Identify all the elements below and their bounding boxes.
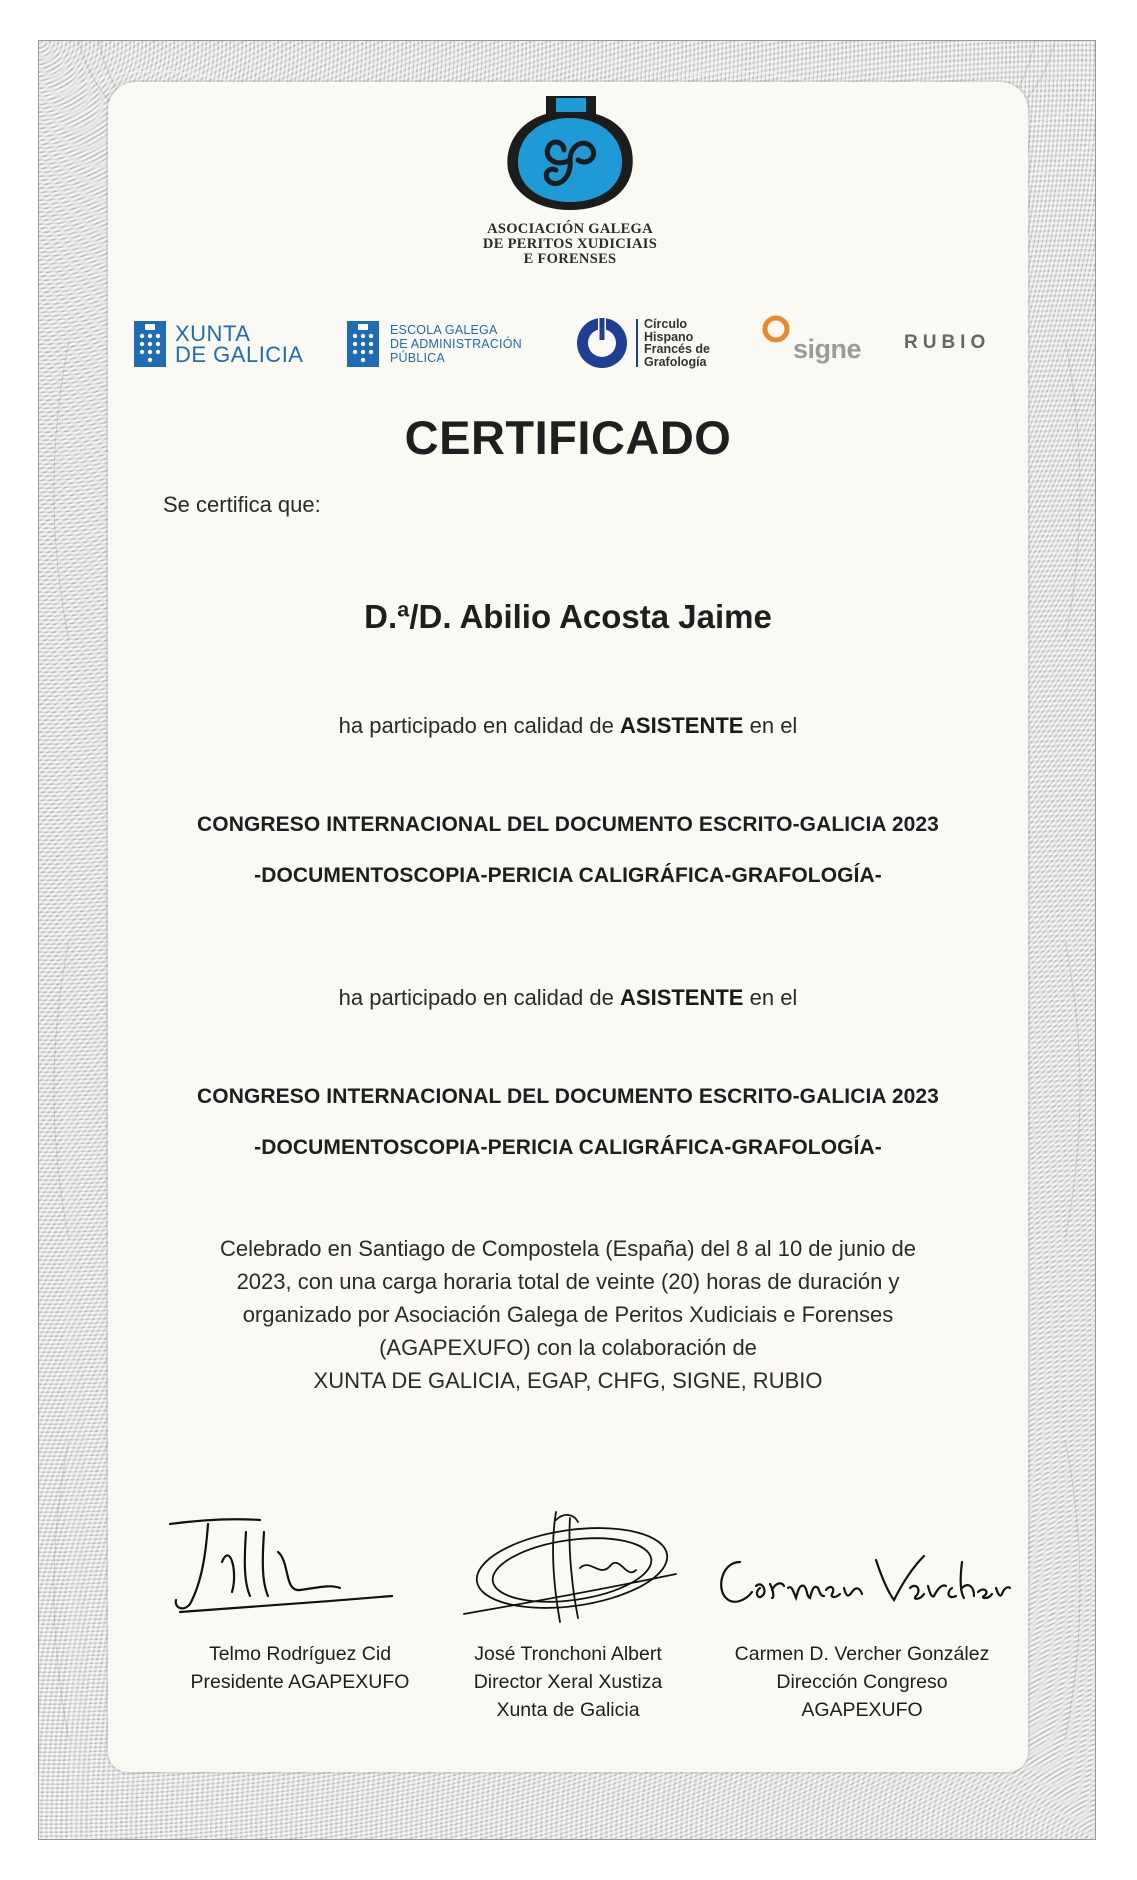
congress-title: CONGRESO INTERNACIONAL DEL DOCUMENTO ESCRITO-GALICIA 2023 xyxy=(197,1085,939,1108)
signe-ring-icon xyxy=(761,314,791,344)
congress-subtitle: -DOCUMENTOSCOPIA-PERICIA CALIGRÁFICA-GRAFOLOGÍA- xyxy=(254,864,882,887)
participation-line: ha participado en calidad de ASISTENTE en el xyxy=(338,713,798,738)
signature-telmo xyxy=(160,1512,400,1622)
event-details: Celebrado en Santiago de Compostela (España) del 8 al 10 de junio de 2023, con una carga horaria total de veinte (20) horas de duración y organizado por Asociación Galega de Peritos Xudiciais e Forenses (AGAPEXUFO) con la colaboración de XUNTA DE GALICIA, EGAP, CHFG, SIGNE, RUBIO xyxy=(220,1236,916,1393)
signatory-3: Carmen D. Vercher González Dirección Congreso AGAPEXUFO xyxy=(734,1643,990,1721)
organization-name: ASOCIACIÓN GALEGA DE PERITOS XUDICIAIS E FORENSES xyxy=(482,221,658,267)
intro-text: Se certifica que: xyxy=(163,492,321,517)
certificate-title: CERTIFICADO xyxy=(404,411,732,464)
signe-logo: signe xyxy=(763,314,861,365)
xunta-logo: XUNTA DE GALICIA xyxy=(133,320,303,368)
xunta-shield-icon xyxy=(133,320,167,368)
congress-subtitle: -DOCUMENTOSCOPIA-PERICIA CALIGRÁFICA-GRAFOLOGÍA- xyxy=(254,1136,882,1159)
agapexufo-logo-icon xyxy=(500,92,640,212)
congress-title: CONGRESO INTERNACIONAL DEL DOCUMENTO ESCRITO-GALICIA 2023 xyxy=(197,813,939,836)
egap-logo: ESCOLA GALEGA DE ADMINISTRACIÓN PÚBLICA xyxy=(346,320,522,368)
egap-shield-icon xyxy=(346,320,380,368)
chfg-emblem-icon xyxy=(574,316,630,370)
signatory-1: Telmo Rodríguez Cid Presidente AGAPEXUFO xyxy=(190,1643,410,1693)
recipient-name: D.ª/D. Abilio Acosta Jaime xyxy=(364,598,772,635)
chfg-logo: Círculo Hispano Francés de Grafología xyxy=(574,316,710,370)
rubio-logo: RUBIO xyxy=(904,332,991,353)
signature-carmen xyxy=(712,1548,1012,1618)
signatory-2: José Tronchoni Albert Director Xeral Xustiza Xunta de Galicia xyxy=(473,1643,663,1721)
signature-jose xyxy=(460,1508,680,1628)
participation-line: ha participado en calidad de ASISTENTE en el xyxy=(338,985,798,1010)
